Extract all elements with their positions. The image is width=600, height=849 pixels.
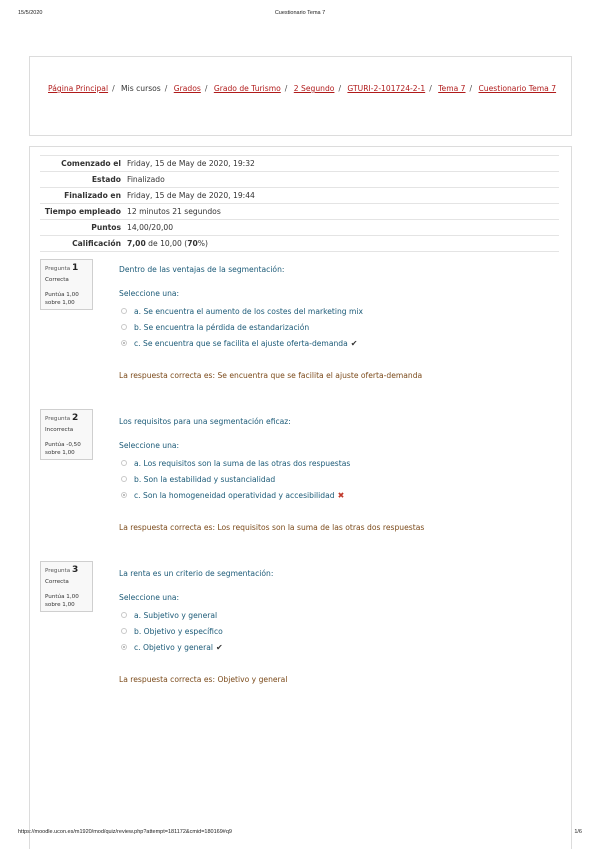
summary-value: Finalizado [127, 175, 165, 184]
answer-option[interactable] [119, 455, 559, 471]
summary-label: Calificación [72, 239, 121, 248]
answer-options [119, 607, 559, 655]
breadcrumb-grados[interactable]: Grados [173, 84, 201, 93]
question-info-1 [40, 259, 93, 310]
option-text: a. Se encuentra el aumento de los costes del marketing mix [134, 306, 364, 316]
question-info-2 [40, 409, 93, 460]
question-grade: Puntúa 1,00 sobre 1,00 [45, 594, 79, 608]
print-footer [18, 829, 582, 839]
question-text: Dentro de las ventajas de la segmentación: [119, 265, 285, 274]
breadcrumb-quiz[interactable]: Cuestionario Tema 7 [478, 84, 557, 93]
right-answer: La respuesta correcta es: Se encuentra que se facilita el ajuste oferta-demanda [119, 371, 423, 380]
answer-option[interactable] [119, 639, 559, 655]
question-content-3 [119, 569, 559, 685]
question-content-1 [119, 265, 559, 381]
summary-label: Finalizado en [64, 191, 121, 200]
breadcrumb: Página Principal / Mis cursos / Grados / Grado de Turismo / 2 Segundo / GTURI-2-101724-2-1 / Tema 7 / Cuestionario Tema 7 [48, 84, 557, 93]
radio-icon[interactable] [121, 324, 127, 330]
summary-label: Tiempo empleado [44, 207, 121, 216]
summary-row-points [40, 220, 559, 236]
print-title: Cuestionario Tema 7 [274, 10, 326, 16]
question-grade: Puntúa 1,00 sobre 1,00 [45, 292, 79, 306]
option-text: a. Los requisitos son la suma de las otras dos respuestas [134, 458, 351, 468]
question-label: Pregunta [45, 568, 71, 574]
question-grade: Puntúa -0,50 sobre 1,00 [45, 442, 81, 456]
breadcrumb-home[interactable]: Página Principal [48, 84, 109, 93]
attempt-summary-table [40, 155, 559, 252]
print-page-number: 1/6 [574, 829, 582, 835]
summary-value: Friday, 15 de May de 2020, 19:44 [127, 191, 255, 200]
grade-end: %) [197, 239, 208, 248]
radio-checked-icon[interactable] [121, 644, 127, 650]
answer-prompt: Seleccione una: [119, 593, 180, 602]
answer-option[interactable] [119, 623, 559, 639]
summary-value: Friday, 15 de May de 2020, 19:32 [127, 159, 255, 168]
summary-row-grade [40, 236, 559, 252]
grade-out-of: de 10,00 ( [145, 239, 188, 248]
answer-option[interactable] [119, 471, 559, 487]
radio-checked-icon[interactable] [121, 340, 127, 346]
question-label: Pregunta [45, 266, 71, 272]
breadcrumb-tema[interactable]: Tema 7 [438, 84, 466, 93]
grade-score: 7,00 [127, 239, 146, 248]
answer-prompt: Seleccione una: [119, 441, 180, 450]
answer-option[interactable] [119, 335, 559, 351]
answer-option[interactable] [119, 487, 559, 503]
breadcrumb-segundo[interactable]: 2 Segundo [293, 84, 335, 93]
question-number: 1 [71, 263, 79, 273]
right-answer: La respuesta correcta es: Objetivo y general [119, 675, 288, 684]
check-icon: ✔ [350, 338, 358, 348]
answer-option[interactable] [119, 303, 559, 319]
right-answer: La respuesta correcta es: Los requisitos son la suma de las otras dos respuestas [119, 523, 425, 532]
breadcrumb-my-courses: Mis cursos [121, 84, 161, 93]
grade-percent: 70 [187, 239, 198, 248]
print-date: 15/5/2020 [18, 10, 43, 16]
question-number: 3 [71, 565, 79, 575]
print-url: https://moodle.ucon.es/m1920/mod/quiz/review.php?attempt=181172&cmid=180169#q9 [18, 829, 232, 835]
answer-options [119, 303, 559, 351]
option-text: b. Objetivo y específico [134, 626, 223, 636]
option-text: c. Objetivo y general [134, 642, 213, 652]
summary-label: Puntos [91, 223, 121, 232]
navbar-card [29, 56, 572, 136]
summary-label: Comenzado el [61, 159, 121, 168]
answer-prompt: Seleccione una: [119, 289, 180, 298]
question-state: Incorrecta [45, 427, 74, 433]
radio-icon[interactable] [121, 628, 127, 634]
radio-icon[interactable] [121, 612, 127, 618]
radio-icon[interactable] [121, 476, 127, 482]
quiz-review-card [29, 146, 572, 849]
radio-icon[interactable] [121, 460, 127, 466]
question-text: La renta es un criterio de segmentación: [119, 569, 274, 578]
option-text: b. Se encuentra la pérdida de estandarización [134, 322, 310, 332]
question-label: Pregunta [45, 416, 71, 422]
option-text: a. Subjetivo y general [134, 610, 218, 620]
question-text: Los requisitos para una segmentación eficaz: [119, 417, 291, 426]
check-icon: ✔ [216, 642, 223, 652]
print-header [18, 10, 582, 20]
question-info-3 [40, 561, 93, 612]
summary-row-state [40, 172, 559, 188]
answer-option[interactable] [119, 319, 559, 335]
answer-options [119, 455, 559, 503]
summary-row-started [40, 156, 559, 172]
summary-row-time [40, 204, 559, 220]
summary-row-finished [40, 188, 559, 204]
option-text: c. Se encuentra que se facilita el ajuste oferta-demanda [134, 338, 348, 348]
question-content-2 [119, 417, 559, 533]
option-text: c. Son la homogeneidad operatividad y accesibilidad [134, 490, 335, 500]
option-text: b. Son la estabilidad y sustancialidad [134, 474, 276, 484]
breadcrumb-grado-turismo[interactable]: Grado de Turismo [213, 84, 281, 93]
breadcrumb-course[interactable]: GTURI-2-101724-2-1 [347, 84, 426, 93]
question-state: Correcta [45, 277, 69, 283]
radio-checked-icon[interactable] [121, 492, 127, 498]
cross-icon: ✖ [337, 490, 345, 500]
summary-value: 14,00/20,00 [127, 223, 174, 232]
question-number: 2 [71, 413, 79, 423]
summary-label: Estado [91, 175, 121, 184]
summary-value: 12 minutos 21 segundos [127, 207, 221, 216]
summary-value [125, 236, 559, 252]
answer-option[interactable] [119, 607, 559, 623]
radio-icon[interactable] [121, 308, 127, 314]
question-state: Correcta [45, 579, 69, 585]
